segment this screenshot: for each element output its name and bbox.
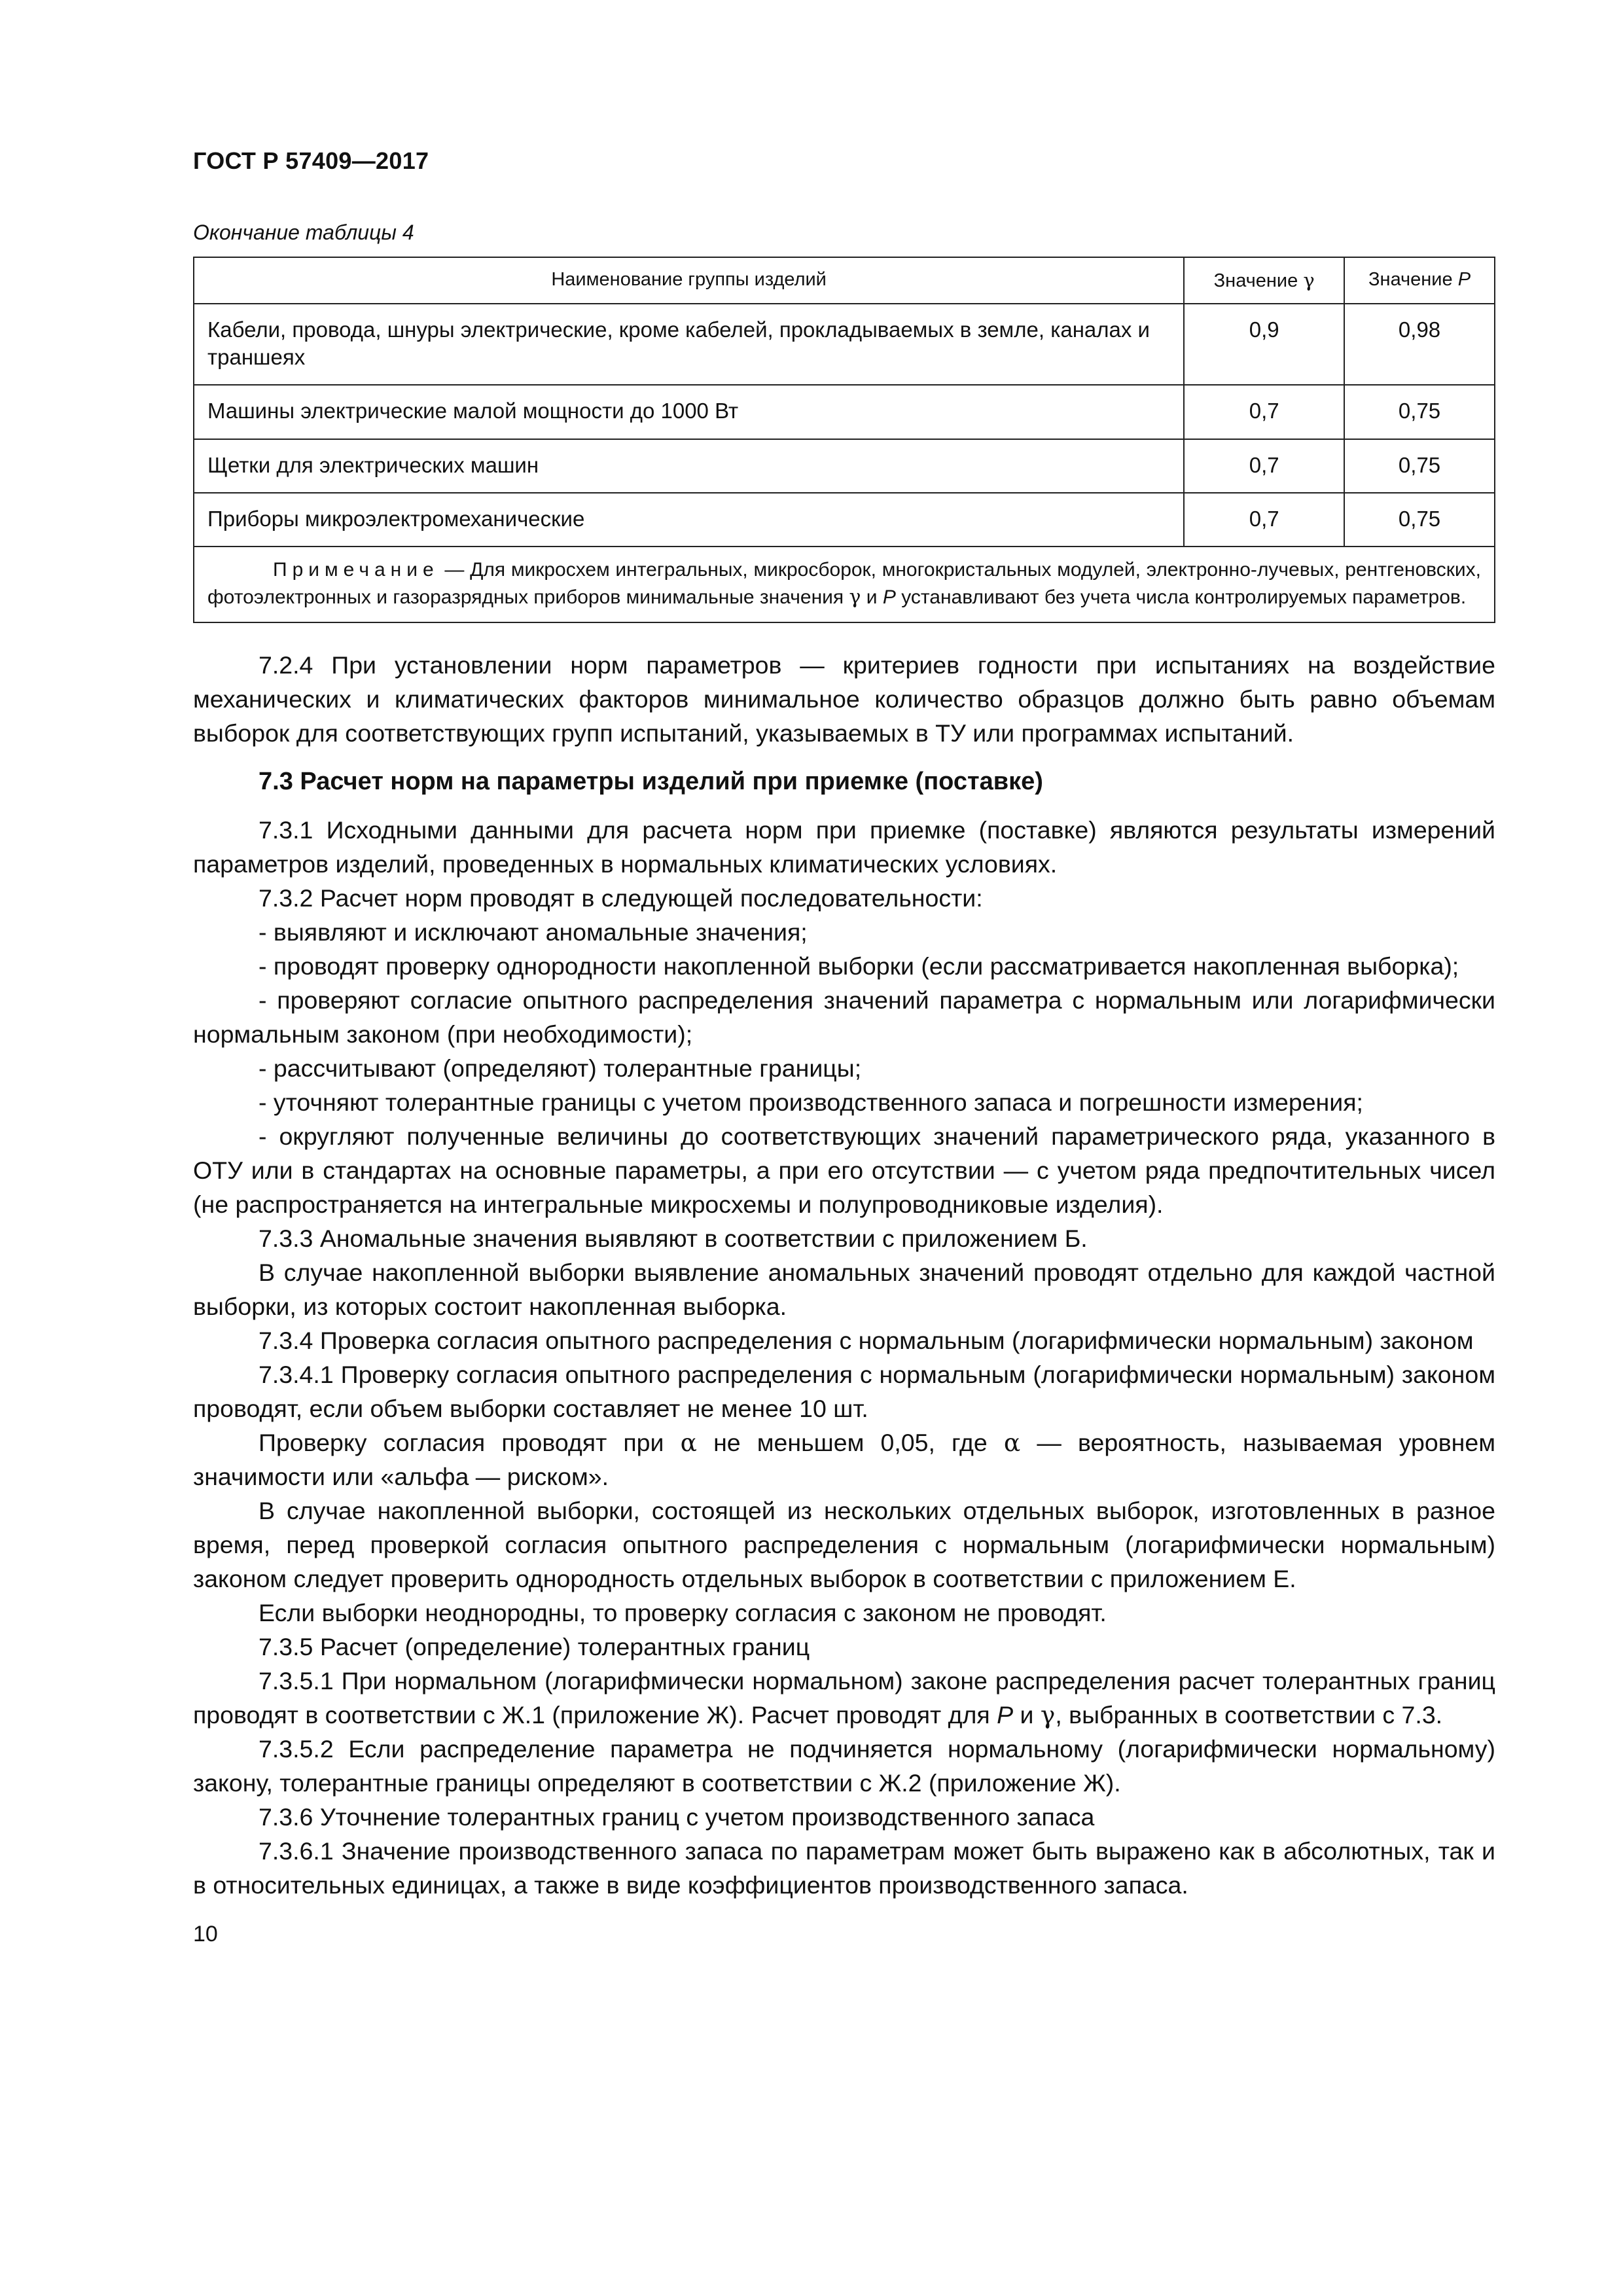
paragraph-7-2-4: 7.2.4 При установлении норм параметров — критериев годности при испытаниях на воздействие механических и климатических факторов минимальное количество образцов должно быть равно объемам выборок для соответствующих групп испытаний, указываемых в ТУ или программах испытаний. (193, 651, 1495, 747)
list-item: - выявляют и исключают аномальные значения; (259, 918, 808, 946)
row-gamma: 0,7 (1184, 439, 1344, 493)
table-header-row (194, 257, 1495, 304)
alpha-text-3: — вероятность, называемая уровнем значимости или «альфа — риском». (193, 1429, 1495, 1491)
paragraph-7-3-4: 7.3.4 Проверка согласия опытного распределения с нормальным (логарифмически нормальным) законом (259, 1327, 1474, 1355)
table-caption: Окончание таблицы 4 (193, 221, 414, 244)
list-item: - округляют полученные величины до соответствующих значений параметрического ряда, указанного в ОТУ или в стандартах на основные параметры, а при его отсутствии — с учетом ряда предпочтительных чисел (не распространяется на интегральные микросхемы и полупроводниковые изделия). (193, 1122, 1495, 1219)
list-item: - проводят проверку однородности накопленной выборки (если рассматривается накопленная выборка); (259, 952, 1459, 980)
note-gamma-symbol: γ (849, 586, 861, 609)
row-p: 0,75 (1344, 385, 1495, 439)
alpha-text-1: Проверку согласия проводят при (259, 1429, 681, 1457)
paragraph-accumulated-sample: В случае накопленной выборки, состоящей из нескольких отдельных выборок, изготовленных в разное время, перед проверкой согласия опытного распределения с нормальным (логарифмически нормальным) законом следует проверить однородность отдельных выборок в соответствии с приложением Е. (193, 1497, 1495, 1593)
paragraph-nonhomogeneous: Если выборки неоднородны, то проверку согласия с законом не проводят. (259, 1599, 1107, 1627)
table-row (194, 439, 1495, 493)
note-and: и (861, 586, 883, 609)
note-text-2: устанавливают без учета числа контролируемых параметров. (895, 586, 1467, 609)
row-name: Машины электрические малой мощности до 1000 Вт (194, 385, 1184, 439)
row-gamma: 0,9 (1184, 304, 1344, 385)
document-body (193, 648, 1495, 1902)
paragraph-7-3-1: 7.3.1 Исходными данными для расчета норм при приемке (поставке) являются результаты измерений параметров изделий, проведенных в нормальных климатических условиях. (193, 816, 1495, 878)
alpha-symbol: α (680, 1428, 697, 1458)
row-gamma: 0,7 (1184, 385, 1344, 439)
paragraph-7-3-5: 7.3.5 Расчет (определение) толерантных границ (259, 1633, 810, 1661)
table-4 (193, 257, 1495, 623)
paragraph-7-3-6: 7.3.6 Уточнение толерантных границ с учетом производственного запаса (259, 1803, 1095, 1831)
row-name: Щетки для электрических машин (194, 439, 1184, 493)
paragraph-alpha (193, 1426, 1495, 1494)
list-item: - уточняют толерантные границы с учетом производственного запаса и погрешности измерения; (259, 1088, 1363, 1117)
table-note-row (194, 547, 1495, 622)
table-row (194, 304, 1495, 385)
row-name: Приборы микроэлектромеханические (194, 493, 1184, 547)
document-page (193, 147, 1495, 1947)
row-name: Кабели, провода, шнуры электрические, кроме кабелей, прокладываемых в земле, каналах и траншеях (194, 304, 1184, 385)
col-header-gamma-text: Значение (1213, 270, 1298, 291)
p-symbol: P (1457, 269, 1471, 290)
table-note (194, 547, 1495, 622)
note-text-1: — Для микросхем интегральных, микросборок, многокристальных модулей, электронно-лучевых, рентгеновских, фотоэлектронных и газоразрядных приборов минимальные значения (207, 559, 1481, 609)
paragraph-7-3-3-accumulated: В случае накопленной выборки выявление аномальных значений проводят отдельно для каждой частной выборки, из которых состоит накопленная выборка. (193, 1259, 1495, 1321)
col-header-p-text: Значение (1368, 269, 1453, 290)
table-row (194, 385, 1495, 439)
paragraph-7-3-5-1 (193, 1664, 1495, 1732)
document-header: ГОСТ Р 57409—2017 (193, 147, 429, 174)
row-p: 0,98 (1344, 304, 1495, 385)
p7351-text-1: 7.3.5.1 При нормальном (логарифмически нормальном) законе распределения расчет толерантных границ проводят в соответствии с Ж.1 (приложение Ж). Расчет проводят для (193, 1667, 1495, 1729)
paragraph-7-3-6-1: 7.3.6.1 Значение производственного запаса по параметрам может быть выражено как в абсолютных, так и в относительных единицах, а также в виде коэффициентов производственного запаса. (193, 1837, 1495, 1899)
note-label: Примечание (273, 559, 439, 581)
row-p: 0,75 (1344, 439, 1495, 493)
alpha-text-2: не меньшем 0,05, где (696, 1429, 1004, 1457)
paragraph-7-3-3: 7.3.3 Аномальные значения выявляют в соответствии с приложением Б. (259, 1225, 1088, 1253)
paragraph-7-3-5-2: 7.3.5.2 Если распределение параметра не подчиняется нормальному (логарифмически нормальному) закону, толерантные границы определяют в соответствии с Ж.2 (приложение Ж). (193, 1735, 1495, 1797)
section-heading-7-3: 7.3 Расчет норм на параметры изделий при приемке (поставке) (259, 768, 1043, 796)
col-header-name: Наименование группы изделий (194, 257, 1184, 304)
note-p-symbol: P (882, 586, 896, 609)
table-row (194, 493, 1495, 547)
alpha-symbol: α (1003, 1428, 1021, 1458)
row-gamma: 0,7 (1184, 493, 1344, 547)
col-header-p (1344, 257, 1495, 304)
paragraph-7-3-4-1: 7.3.4.1 Проверку согласия опытного распределения с нормальным (логарифмически нормальным) законом проводят, если объем выборки составляет не менее 10 шт. (193, 1361, 1495, 1423)
gamma-symbol: γ (1040, 1700, 1056, 1730)
p-symbol: P (997, 1701, 1014, 1729)
page-number: 10 (193, 1922, 218, 1947)
gamma-symbol: γ (1303, 269, 1315, 291)
col-header-gamma (1184, 257, 1344, 304)
paragraph-7-3-2: 7.3.2 Расчет норм проводят в следующей последовательности: (259, 884, 983, 912)
row-p: 0,75 (1344, 493, 1495, 547)
list-item: - проверяют согласие опытного распределения значений параметра с нормальным или логарифмически нормальным законом (при необходимости); (193, 986, 1495, 1049)
p7351-text-2: , выбранных в соответствии с 7.3. (1055, 1701, 1443, 1729)
list-item: - рассчитывают (определяют) толерантные границы; (259, 1054, 862, 1083)
p7351-and: и (1013, 1701, 1041, 1729)
